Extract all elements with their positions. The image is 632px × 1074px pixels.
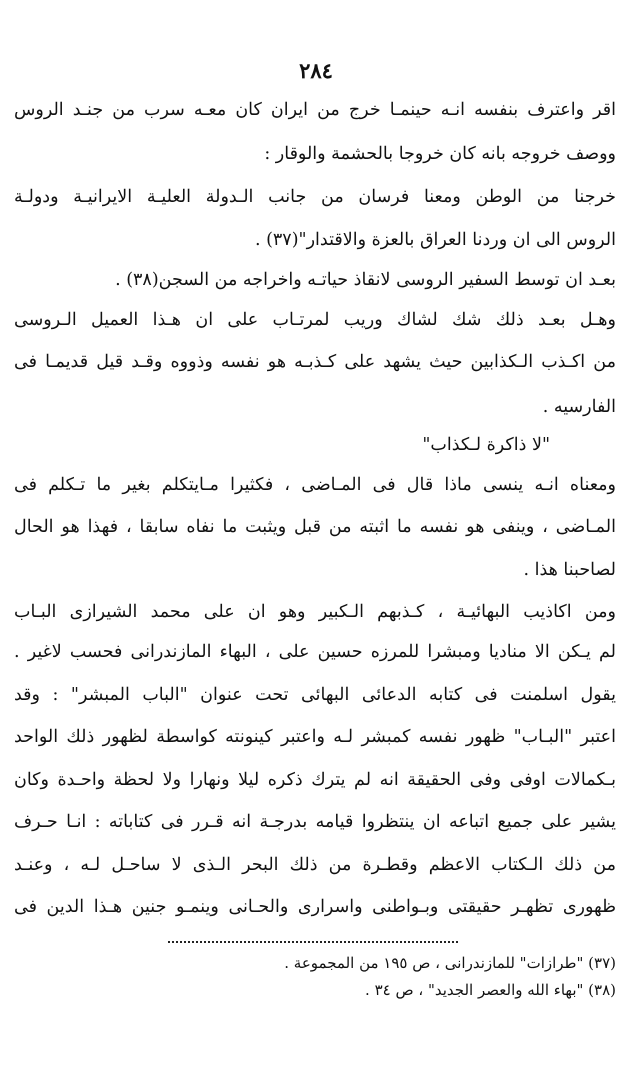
quoted-proverb: "لا ذاكرة لـكذاب" xyxy=(422,435,550,455)
footnote-separator xyxy=(168,941,458,943)
page-number: ٢٨٤ xyxy=(299,58,333,83)
text-line: ومن اكاذيب البهائيـة ، كـذبهم الـكبير وهو ان على محمد الشيرازى البـاب xyxy=(14,602,616,622)
text-line: الروس الى ان وردنا العراق بالعزة والاقتدار"(٣٧) . xyxy=(254,230,616,250)
text-line: من ذلك الـكتاب الاعظم وقطـرة من ذلك البحر الـذى لا ساحـل لـه ، وعنـد xyxy=(14,855,616,875)
text-line: من اكـذب الـكذابين حيث يشهد على كـذبـه هو نفسه وذووه وقـد قيل قديمـا فى xyxy=(14,352,616,372)
text-line: ووصف خروجه بانه كان خروجا بالحشمة والوقار : xyxy=(264,144,616,164)
text-line: اقر واعترف بنفسه انـه حينمـا خرج من ايران كان معـه سرب من جنـد الروس xyxy=(14,100,616,120)
text-line: يشير على جميع اتباعه ان ينتظروا قيامه بدرجـة انه قـرر فى كتاباته : انـا حـرف xyxy=(14,812,616,832)
text-line: ظهورى تظهـر حقيقتى وبـواطنى واسرارى والحـانى وينمـو جنين هـذا الدين فى xyxy=(14,897,616,917)
text-line: الفارسيه . xyxy=(542,397,616,417)
text-line: بعـد ان توسط السفير الروسى لانقاذ حياتـه واخراجه من السجن(٣٨) . xyxy=(115,270,616,290)
footnote: (٣٧) "طرازات" للمازندرانى ، ص ١٩٥ من المجموعة . xyxy=(284,954,616,972)
text-line: اعتبر "البـاب" ظهور نفسه كمبشر لـه واعتبر كينونته كواسطة لظهور ذلك الواحد xyxy=(14,727,616,747)
footnote: (٣٨) "بهاء الله والعصر الجديد" ، ص ٣٤ . xyxy=(365,981,616,999)
text-line: لم يـكن الا مناديا ومبشرا للمرزه حسين على ، البهاء المازندرانى فحسب لاغير . xyxy=(14,642,616,662)
text-line: يقول اسلمنت فى كتابه الدعائى البهائى تحت عنوان "الباب المبشر" : وقد xyxy=(14,685,616,705)
text-line: خرجنا من الوطن ومعنا فرسان من جانب الـدولة العليـة الايرانيـة ودولـة xyxy=(14,187,616,207)
text-line: بـكمالات اوفى وفى الحقيقة انه لم يترك ذكره ليلا ونهارا ولا لحظة واحـدة وكان xyxy=(14,770,616,790)
text-line: المـاضى ، وينفى هو نفسه ما اثبته من قبل ويثبت ما نفاه سابقا ، فهذا هو الحال xyxy=(14,517,616,537)
text-line: ومعناه انـه ينسى ماذا قال فى المـاضى ، فكثيرا مـايتكلم بغير ما تـكلم فى xyxy=(14,475,616,495)
text-line: لصاحبنا هذا . xyxy=(523,560,616,580)
text-line: وهـل بعـد ذلك شك لشاك وريب لمرتـاب على ان هـذا العميل الـروسى xyxy=(14,310,616,330)
